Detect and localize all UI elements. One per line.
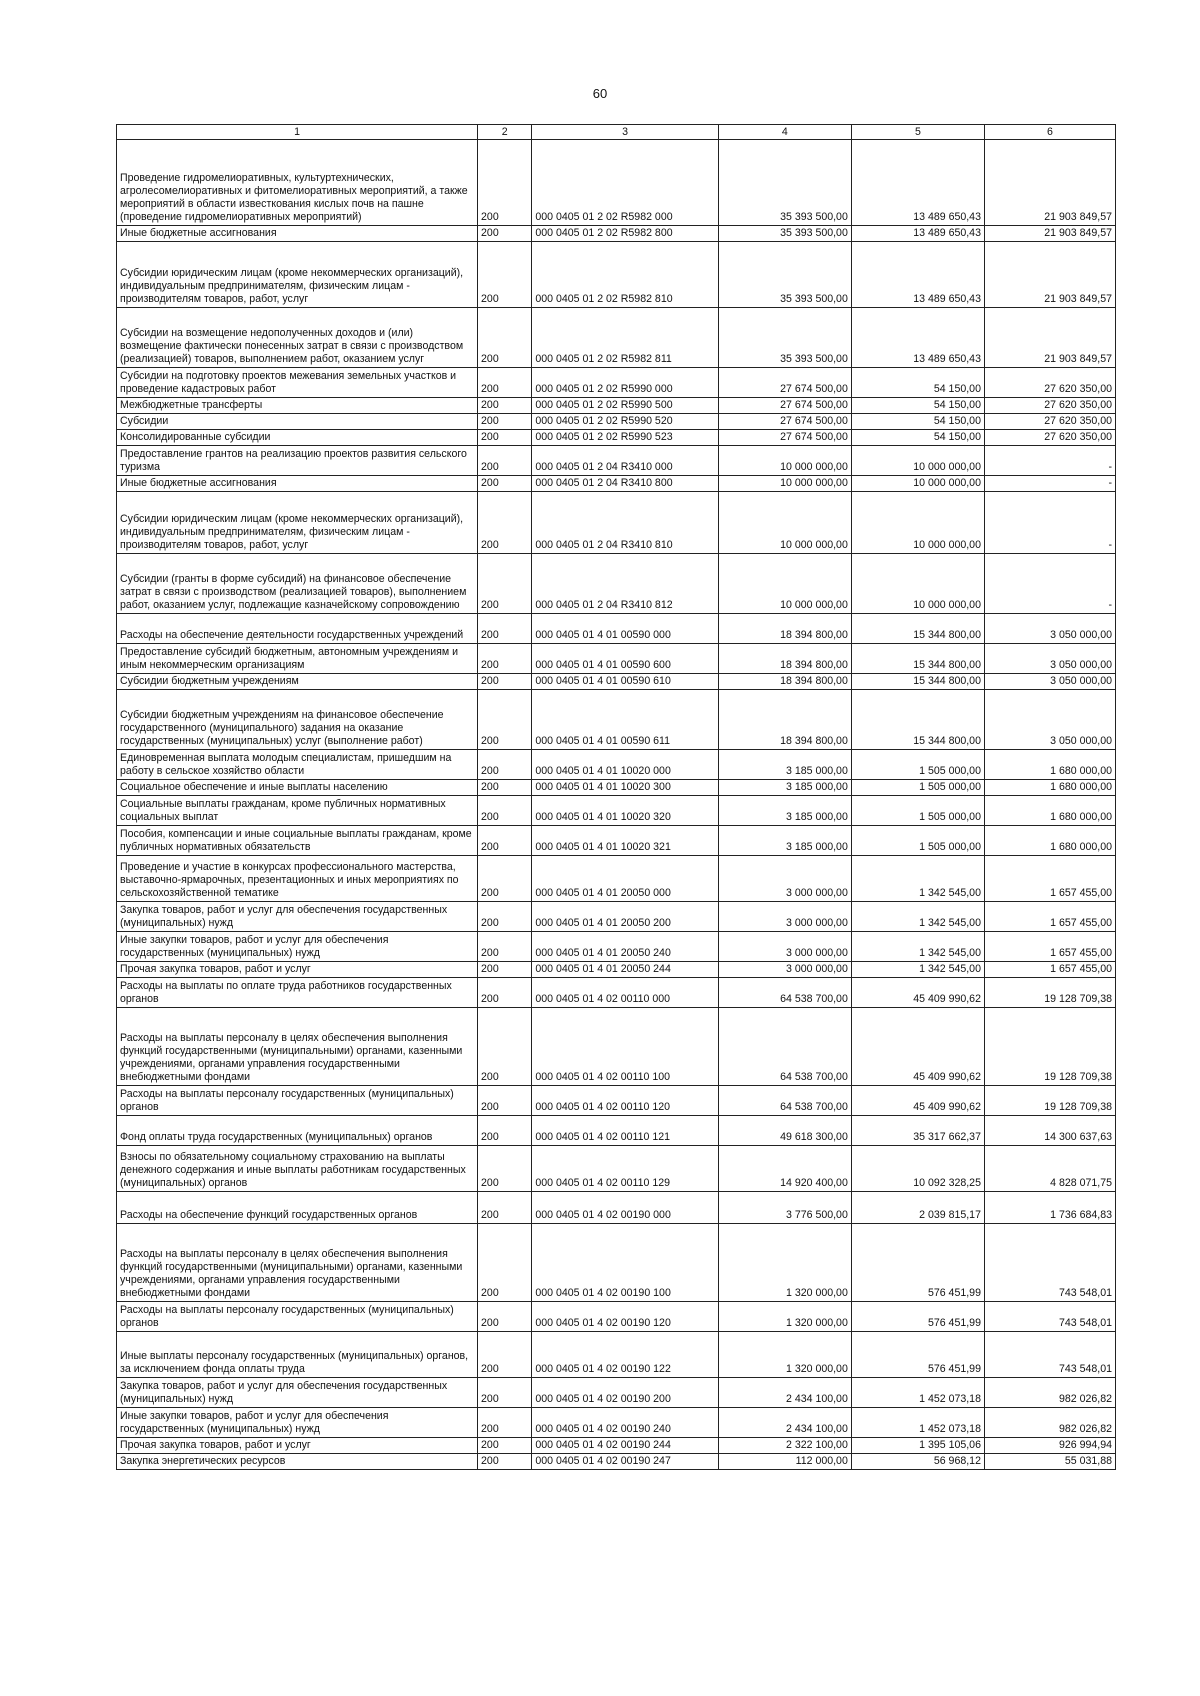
row-executed-amount: 576 451,99	[851, 1332, 984, 1378]
row-unexecuted-amount: 27 620 350,00	[984, 368, 1115, 398]
row-classifier: 000 0405 01 2 02 R5982 810	[532, 242, 718, 308]
table-row	[117, 1454, 1116, 1470]
row-classifier: 000 0405 01 4 01 00590 610	[532, 674, 718, 690]
table-row	[117, 962, 1116, 978]
row-name: Взносы по обязательному социальному страхованию на выплаты денежного содержания и иные выплаты работникам государственных (муниципальных) органов	[117, 1146, 478, 1192]
row-code: 200	[478, 674, 532, 690]
row-code: 200	[478, 780, 532, 796]
row-classifier: 000 0405 01 2 02 R5982 811	[532, 308, 718, 368]
table-row	[117, 796, 1116, 826]
table-row	[117, 1438, 1116, 1454]
row-executed-amount: 1 452 073,18	[851, 1378, 984, 1408]
row-unexecuted-amount: 3 050 000,00	[984, 614, 1115, 644]
row-unexecuted-amount: 982 026,82	[984, 1408, 1115, 1438]
row-code: 200	[478, 140, 532, 226]
row-name: Субсидии юридическим лицам (кроме некоммерческих организаций), индивидуальным предпринимателям, физическим лицам - производителям товаров, работ, услуг	[117, 492, 478, 554]
row-executed-amount: 10 000 000,00	[851, 446, 984, 476]
row-name: Иные закупки товаров, работ и услуг для обеспечения государственных (муниципальных) нужд	[117, 1408, 478, 1438]
row-name: Иные бюджетные ассигнования	[117, 476, 478, 492]
row-classifier: 000 0405 01 2 04 R3410 000	[532, 446, 718, 476]
row-code: 200	[478, 1454, 532, 1470]
row-name: Субсидии (гранты в форме субсидий) на финансовое обеспечение затрат в связи с производством (реализацией товаров), выполнением работ, оказанием услуг, подлежащие казначейскому сопровождению	[117, 554, 478, 614]
row-executed-amount: 45 409 990,62	[851, 978, 984, 1008]
row-executed-amount: 2 039 815,17	[851, 1192, 984, 1224]
row-unexecuted-amount: 21 903 849,57	[984, 140, 1115, 226]
row-executed-amount: 576 451,99	[851, 1302, 984, 1332]
table-row	[117, 430, 1116, 446]
row-name: Расходы на обеспечение деятельности государственных учреждений	[117, 614, 478, 644]
row-code: 200	[478, 368, 532, 398]
row-name: Расходы на выплаты по оплате труда работников государственных органов	[117, 978, 478, 1008]
row-name: Иные выплаты персоналу государственных (муниципальных) органов, за исключением фонда оплаты труда	[117, 1332, 478, 1378]
row-approved-amount: 27 674 500,00	[718, 430, 851, 446]
table-row	[117, 1224, 1116, 1302]
row-unexecuted-amount: 14 300 637,63	[984, 1116, 1115, 1146]
row-code: 200	[478, 932, 532, 962]
table-row	[117, 1378, 1116, 1408]
row-unexecuted-amount: 1 657 455,00	[984, 932, 1115, 962]
row-unexecuted-amount: 21 903 849,57	[984, 226, 1115, 242]
row-approved-amount: 3 000 000,00	[718, 932, 851, 962]
row-code: 200	[478, 446, 532, 476]
row-executed-amount: 1 505 000,00	[851, 750, 984, 780]
row-unexecuted-amount: 27 620 350,00	[984, 430, 1115, 446]
row-code: 200	[478, 1302, 532, 1332]
table-row	[117, 826, 1116, 856]
row-classifier: 000 0405 01 4 02 00190 100	[532, 1224, 718, 1302]
row-unexecuted-amount: 27 620 350,00	[984, 398, 1115, 414]
row-classifier: 000 0405 01 4 02 00190 240	[532, 1408, 718, 1438]
row-executed-amount: 10 092 328,25	[851, 1146, 984, 1192]
row-unexecuted-amount: 4 828 071,75	[984, 1146, 1115, 1192]
row-executed-amount: 13 489 650,43	[851, 226, 984, 242]
row-code: 200	[478, 414, 532, 430]
row-executed-amount: 54 150,00	[851, 430, 984, 446]
row-executed-amount: 54 150,00	[851, 398, 984, 414]
row-code: 200	[478, 750, 532, 780]
table-body	[117, 140, 1116, 1470]
row-unexecuted-amount: -	[984, 476, 1115, 492]
row-name: Предоставление субсидий бюджетным, автономным учреждениям и иным некоммерческим организациям	[117, 644, 478, 674]
table-row	[117, 856, 1116, 902]
row-executed-amount: 15 344 800,00	[851, 690, 984, 750]
row-classifier: 000 0405 01 4 02 00190 247	[532, 1454, 718, 1470]
row-unexecuted-amount: -	[984, 492, 1115, 554]
row-classifier: 000 0405 01 4 02 00110 121	[532, 1116, 718, 1146]
row-code: 200	[478, 1192, 532, 1224]
row-executed-amount: 13 489 650,43	[851, 140, 984, 226]
row-unexecuted-amount: 1 680 000,00	[984, 826, 1115, 856]
table-row	[117, 476, 1116, 492]
row-executed-amount: 10 000 000,00	[851, 492, 984, 554]
row-classifier: 000 0405 01 4 02 00110 120	[532, 1086, 718, 1116]
row-approved-amount: 18 394 800,00	[718, 690, 851, 750]
row-unexecuted-amount: 982 026,82	[984, 1378, 1115, 1408]
row-approved-amount: 35 393 500,00	[718, 242, 851, 308]
row-executed-amount: 1 342 545,00	[851, 932, 984, 962]
row-name: Закупка энергетических ресурсов	[117, 1454, 478, 1470]
row-classifier: 000 0405 01 4 01 20050 244	[532, 962, 718, 978]
column-header: 3	[532, 125, 718, 140]
row-name: Субсидии юридическим лицам (кроме некоммерческих организаций), индивидуальным предпринимателям, физическим лицам - производителям товаров, работ, услуг	[117, 242, 478, 308]
table-row	[117, 308, 1116, 368]
row-classifier: 000 0405 01 4 01 10020 320	[532, 796, 718, 826]
row-code: 200	[478, 1008, 532, 1086]
row-code: 200	[478, 1438, 532, 1454]
table-row	[117, 780, 1116, 796]
row-name: Расходы на выплаты персоналу государственных (муниципальных) органов	[117, 1086, 478, 1116]
column-header: 6	[984, 125, 1115, 140]
row-unexecuted-amount: 55 031,88	[984, 1454, 1115, 1470]
table-row	[117, 978, 1116, 1008]
table-row	[117, 398, 1116, 414]
row-executed-amount: 13 489 650,43	[851, 242, 984, 308]
row-name: Субсидии бюджетным учреждениям	[117, 674, 478, 690]
row-executed-amount: 1 342 545,00	[851, 856, 984, 902]
row-code: 200	[478, 1408, 532, 1438]
row-name: Предоставление грантов на реализацию проектов развития сельского туризма	[117, 446, 478, 476]
row-classifier: 000 0405 01 2 02 R5990 500	[532, 398, 718, 414]
row-unexecuted-amount: 3 050 000,00	[984, 690, 1115, 750]
row-classifier: 000 0405 01 4 02 00190 200	[532, 1378, 718, 1408]
table-row	[117, 932, 1116, 962]
row-classifier: 000 0405 01 2 04 R3410 810	[532, 492, 718, 554]
row-approved-amount: 35 393 500,00	[718, 226, 851, 242]
row-approved-amount: 3 185 000,00	[718, 826, 851, 856]
row-unexecuted-amount: 21 903 849,57	[984, 308, 1115, 368]
row-name: Проведение гидромелиоративных, культуртехнических, агролесомелиоративных и фитомелиоративных мероприятий, а также мероприятий в области известкования кислых почв на пашне (проведение гидромелиоративных мероприятий)	[117, 140, 478, 226]
row-classifier: 000 0405 01 2 02 R5990 523	[532, 430, 718, 446]
row-approved-amount: 10 000 000,00	[718, 492, 851, 554]
row-executed-amount: 1 505 000,00	[851, 826, 984, 856]
row-executed-amount: 54 150,00	[851, 414, 984, 430]
row-name: Консолидированные субсидии	[117, 430, 478, 446]
row-executed-amount: 35 317 662,37	[851, 1116, 984, 1146]
row-code: 200	[478, 1116, 532, 1146]
row-approved-amount: 35 393 500,00	[718, 140, 851, 226]
row-name: Субсидии на возмещение недополученных доходов и (или) возмещение фактически понесенных затрат в связи с производством (реализацией) товаров, выполнением работ, оказанием услуг	[117, 308, 478, 368]
row-unexecuted-amount: 19 128 709,38	[984, 978, 1115, 1008]
row-classifier: 000 0405 01 4 01 00590 611	[532, 690, 718, 750]
row-unexecuted-amount: 19 128 709,38	[984, 1086, 1115, 1116]
row-unexecuted-amount: 1 657 455,00	[984, 856, 1115, 902]
row-approved-amount: 18 394 800,00	[718, 674, 851, 690]
row-name: Прочая закупка товаров, работ и услуг	[117, 962, 478, 978]
row-classifier: 000 0405 01 4 01 20050 240	[532, 932, 718, 962]
row-name: Закупка товаров, работ и услуг для обеспечения государственных (муниципальных) нужд	[117, 902, 478, 932]
row-name: Расходы на выплаты персоналу государственных (муниципальных) органов	[117, 1302, 478, 1332]
row-approved-amount: 3 000 000,00	[718, 962, 851, 978]
row-unexecuted-amount: 19 128 709,38	[984, 1008, 1115, 1086]
table-row	[117, 492, 1116, 554]
row-unexecuted-amount: -	[984, 446, 1115, 476]
row-approved-amount: 3 185 000,00	[718, 780, 851, 796]
row-executed-amount: 1 505 000,00	[851, 780, 984, 796]
table-row	[117, 226, 1116, 242]
row-unexecuted-amount: 3 050 000,00	[984, 644, 1115, 674]
row-approved-amount: 18 394 800,00	[718, 614, 851, 644]
row-classifier: 000 0405 01 2 02 R5982 800	[532, 226, 718, 242]
row-approved-amount: 35 393 500,00	[718, 308, 851, 368]
row-unexecuted-amount: 1 680 000,00	[984, 796, 1115, 826]
row-approved-amount: 3 185 000,00	[718, 750, 851, 780]
table-row	[117, 674, 1116, 690]
row-approved-amount: 27 674 500,00	[718, 398, 851, 414]
row-approved-amount: 10 000 000,00	[718, 554, 851, 614]
row-approved-amount: 112 000,00	[718, 1454, 851, 1470]
row-name: Прочая закупка товаров, работ и услуг	[117, 1438, 478, 1454]
row-executed-amount: 1 452 073,18	[851, 1408, 984, 1438]
row-code: 200	[478, 1332, 532, 1378]
row-unexecuted-amount: 27 620 350,00	[984, 414, 1115, 430]
table-row	[117, 690, 1116, 750]
row-classifier: 000 0405 01 4 02 00190 000	[532, 1192, 718, 1224]
row-code: 200	[478, 308, 532, 368]
row-approved-amount: 1 320 000,00	[718, 1302, 851, 1332]
row-classifier: 000 0405 01 4 02 00110 129	[532, 1146, 718, 1192]
row-executed-amount: 1 505 000,00	[851, 796, 984, 826]
row-code: 200	[478, 690, 532, 750]
row-unexecuted-amount: 1 680 000,00	[984, 780, 1115, 796]
row-unexecuted-amount: -	[984, 554, 1115, 614]
row-code: 200	[478, 242, 532, 308]
row-name: Проведение и участие в конкурсах профессионального мастерства, выставочно-ярмарочных, презентационных и иных мероприятиях по сельскохозяйственной тематике	[117, 856, 478, 902]
row-code: 200	[478, 1378, 532, 1408]
row-classifier: 000 0405 01 4 01 20050 000	[532, 856, 718, 902]
column-header: 2	[478, 125, 532, 140]
row-approved-amount: 2 434 100,00	[718, 1408, 851, 1438]
row-name: Расходы на выплаты персоналу в целях обеспечения выполнения функций государственными (муниципальными) органами, казенными учреждениями, органами управления государственными внебюджетными фондами	[117, 1008, 478, 1086]
row-code: 200	[478, 826, 532, 856]
row-classifier: 000 0405 01 4 01 20050 200	[532, 902, 718, 932]
row-approved-amount: 2 434 100,00	[718, 1378, 851, 1408]
table-row	[117, 902, 1116, 932]
row-unexecuted-amount: 743 548,01	[984, 1302, 1115, 1332]
row-classifier: 000 0405 01 2 02 R5982 000	[532, 140, 718, 226]
column-header: 4	[718, 125, 851, 140]
row-classifier: 000 0405 01 2 04 R3410 812	[532, 554, 718, 614]
table-row	[117, 1332, 1116, 1378]
row-approved-amount: 3 000 000,00	[718, 902, 851, 932]
row-approved-amount: 27 674 500,00	[718, 414, 851, 430]
table-row	[117, 1302, 1116, 1332]
row-classifier: 000 0405 01 2 04 R3410 800	[532, 476, 718, 492]
row-code: 200	[478, 902, 532, 932]
row-name: Фонд оплаты труда государственных (муниципальных) органов	[117, 1116, 478, 1146]
row-name: Социальное обеспечение и иные выплаты населению	[117, 780, 478, 796]
row-name: Иные закупки товаров, работ и услуг для обеспечения государственных (муниципальных) нужд	[117, 932, 478, 962]
table-row	[117, 242, 1116, 308]
row-classifier: 000 0405 01 4 02 00190 244	[532, 1438, 718, 1454]
row-code: 200	[478, 1224, 532, 1302]
row-executed-amount: 45 409 990,62	[851, 1008, 984, 1086]
row-name: Иные бюджетные ассигнования	[117, 226, 478, 242]
row-executed-amount: 1 342 545,00	[851, 962, 984, 978]
row-classifier: 000 0405 01 4 02 00110 100	[532, 1008, 718, 1086]
row-executed-amount: 56 968,12	[851, 1454, 984, 1470]
row-approved-amount: 10 000 000,00	[718, 476, 851, 492]
row-code: 200	[478, 476, 532, 492]
row-classifier: 000 0405 01 2 02 R5990 000	[532, 368, 718, 398]
table-row	[117, 1086, 1116, 1116]
table-row	[117, 446, 1116, 476]
row-approved-amount: 18 394 800,00	[718, 644, 851, 674]
row-executed-amount: 1 342 545,00	[851, 902, 984, 932]
table-row	[117, 1146, 1116, 1192]
budget-execution-table	[116, 124, 1116, 1470]
row-approved-amount: 14 920 400,00	[718, 1146, 851, 1192]
row-unexecuted-amount: 1 657 455,00	[984, 902, 1115, 932]
table-row	[117, 1192, 1116, 1224]
table-row	[117, 414, 1116, 430]
row-approved-amount: 64 538 700,00	[718, 978, 851, 1008]
row-executed-amount: 54 150,00	[851, 368, 984, 398]
row-classifier: 000 0405 01 4 01 00590 600	[532, 644, 718, 674]
row-unexecuted-amount: 926 994,94	[984, 1438, 1115, 1454]
row-code: 200	[478, 492, 532, 554]
row-unexecuted-amount: 1 680 000,00	[984, 750, 1115, 780]
row-approved-amount: 49 618 300,00	[718, 1116, 851, 1146]
row-executed-amount: 15 344 800,00	[851, 644, 984, 674]
row-name: Субсидии на подготовку проектов межевания земельных участков и проведение кадастровых работ	[117, 368, 478, 398]
row-classifier: 000 0405 01 4 02 00110 000	[532, 978, 718, 1008]
row-name: Социальные выплаты гражданам, кроме публичных нормативных социальных выплат	[117, 796, 478, 826]
row-code: 200	[478, 962, 532, 978]
column-number-row	[117, 125, 1116, 140]
column-header: 1	[117, 125, 478, 140]
row-executed-amount: 15 344 800,00	[851, 614, 984, 644]
row-executed-amount: 1 395 105,06	[851, 1438, 984, 1454]
row-name: Расходы на выплаты персоналу в целях обеспечения выполнения функций государственными (муниципальными) органами, казенными учреждениями, органами управления государственными внебюджетными фондами	[117, 1224, 478, 1302]
row-classifier: 000 0405 01 4 01 10020 300	[532, 780, 718, 796]
row-unexecuted-amount: 743 548,01	[984, 1332, 1115, 1378]
table-row	[117, 1408, 1116, 1438]
table-row	[117, 368, 1116, 398]
row-unexecuted-amount: 1 657 455,00	[984, 962, 1115, 978]
table-row	[117, 1008, 1116, 1086]
row-unexecuted-amount: 743 548,01	[984, 1224, 1115, 1302]
row-executed-amount: 10 000 000,00	[851, 476, 984, 492]
row-code: 200	[478, 856, 532, 902]
table-row	[117, 1116, 1116, 1146]
row-approved-amount: 2 322 100,00	[718, 1438, 851, 1454]
row-code: 200	[478, 796, 532, 826]
row-code: 200	[478, 430, 532, 446]
row-code: 200	[478, 1146, 532, 1192]
row-name: Расходы на обеспечение функций государственных органов	[117, 1192, 478, 1224]
row-code: 200	[478, 398, 532, 414]
row-unexecuted-amount: 21 903 849,57	[984, 242, 1115, 308]
row-code: 200	[478, 614, 532, 644]
table-row	[117, 614, 1116, 644]
row-executed-amount: 45 409 990,62	[851, 1086, 984, 1116]
row-code: 200	[478, 644, 532, 674]
page-number: 60	[592, 86, 608, 101]
row-approved-amount: 3 185 000,00	[718, 796, 851, 826]
row-classifier: 000 0405 01 2 02 R5990 520	[532, 414, 718, 430]
row-code: 200	[478, 1086, 532, 1116]
row-approved-amount: 10 000 000,00	[718, 446, 851, 476]
row-approved-amount: 27 674 500,00	[718, 368, 851, 398]
row-executed-amount: 15 344 800,00	[851, 674, 984, 690]
row-classifier: 000 0405 01 4 02 00190 120	[532, 1302, 718, 1332]
row-approved-amount: 1 320 000,00	[718, 1332, 851, 1378]
column-header: 5	[851, 125, 984, 140]
row-executed-amount: 13 489 650,43	[851, 308, 984, 368]
row-approved-amount: 3 000 000,00	[718, 856, 851, 902]
row-classifier: 000 0405 01 4 01 10020 321	[532, 826, 718, 856]
row-unexecuted-amount: 3 050 000,00	[984, 674, 1115, 690]
row-name: Субсидии бюджетным учреждениям на финансовое обеспечение государственного (муниципального) задания на оказание государственных (муниципальных) услуг (выполнение работ)	[117, 690, 478, 750]
table-row	[117, 554, 1116, 614]
table-row	[117, 644, 1116, 674]
row-approved-amount: 64 538 700,00	[718, 1086, 851, 1116]
row-classifier: 000 0405 01 4 01 10020 000	[532, 750, 718, 780]
row-approved-amount: 64 538 700,00	[718, 1008, 851, 1086]
row-name: Субсидии	[117, 414, 478, 430]
row-executed-amount: 576 451,99	[851, 1224, 984, 1302]
row-name: Закупка товаров, работ и услуг для обеспечения государственных (муниципальных) нужд	[117, 1378, 478, 1408]
row-classifier: 000 0405 01 4 01 00590 000	[532, 614, 718, 644]
row-approved-amount: 1 320 000,00	[718, 1224, 851, 1302]
row-unexecuted-amount: 1 736 684,83	[984, 1192, 1115, 1224]
row-name: Межбюджетные трансферты	[117, 398, 478, 414]
row-code: 200	[478, 226, 532, 242]
row-name: Пособия, компенсации и иные социальные выплаты гражданам, кроме публичных нормативных обязательств	[117, 826, 478, 856]
row-classifier: 000 0405 01 4 02 00190 122	[532, 1332, 718, 1378]
row-name: Единовременная выплата молодым специалистам, пришедшим на работу в сельское хозяйство области	[117, 750, 478, 780]
table-row	[117, 750, 1116, 780]
row-code: 200	[478, 554, 532, 614]
row-executed-amount: 10 000 000,00	[851, 554, 984, 614]
row-code: 200	[478, 978, 532, 1008]
row-approved-amount: 3 776 500,00	[718, 1192, 851, 1224]
table-row	[117, 140, 1116, 226]
